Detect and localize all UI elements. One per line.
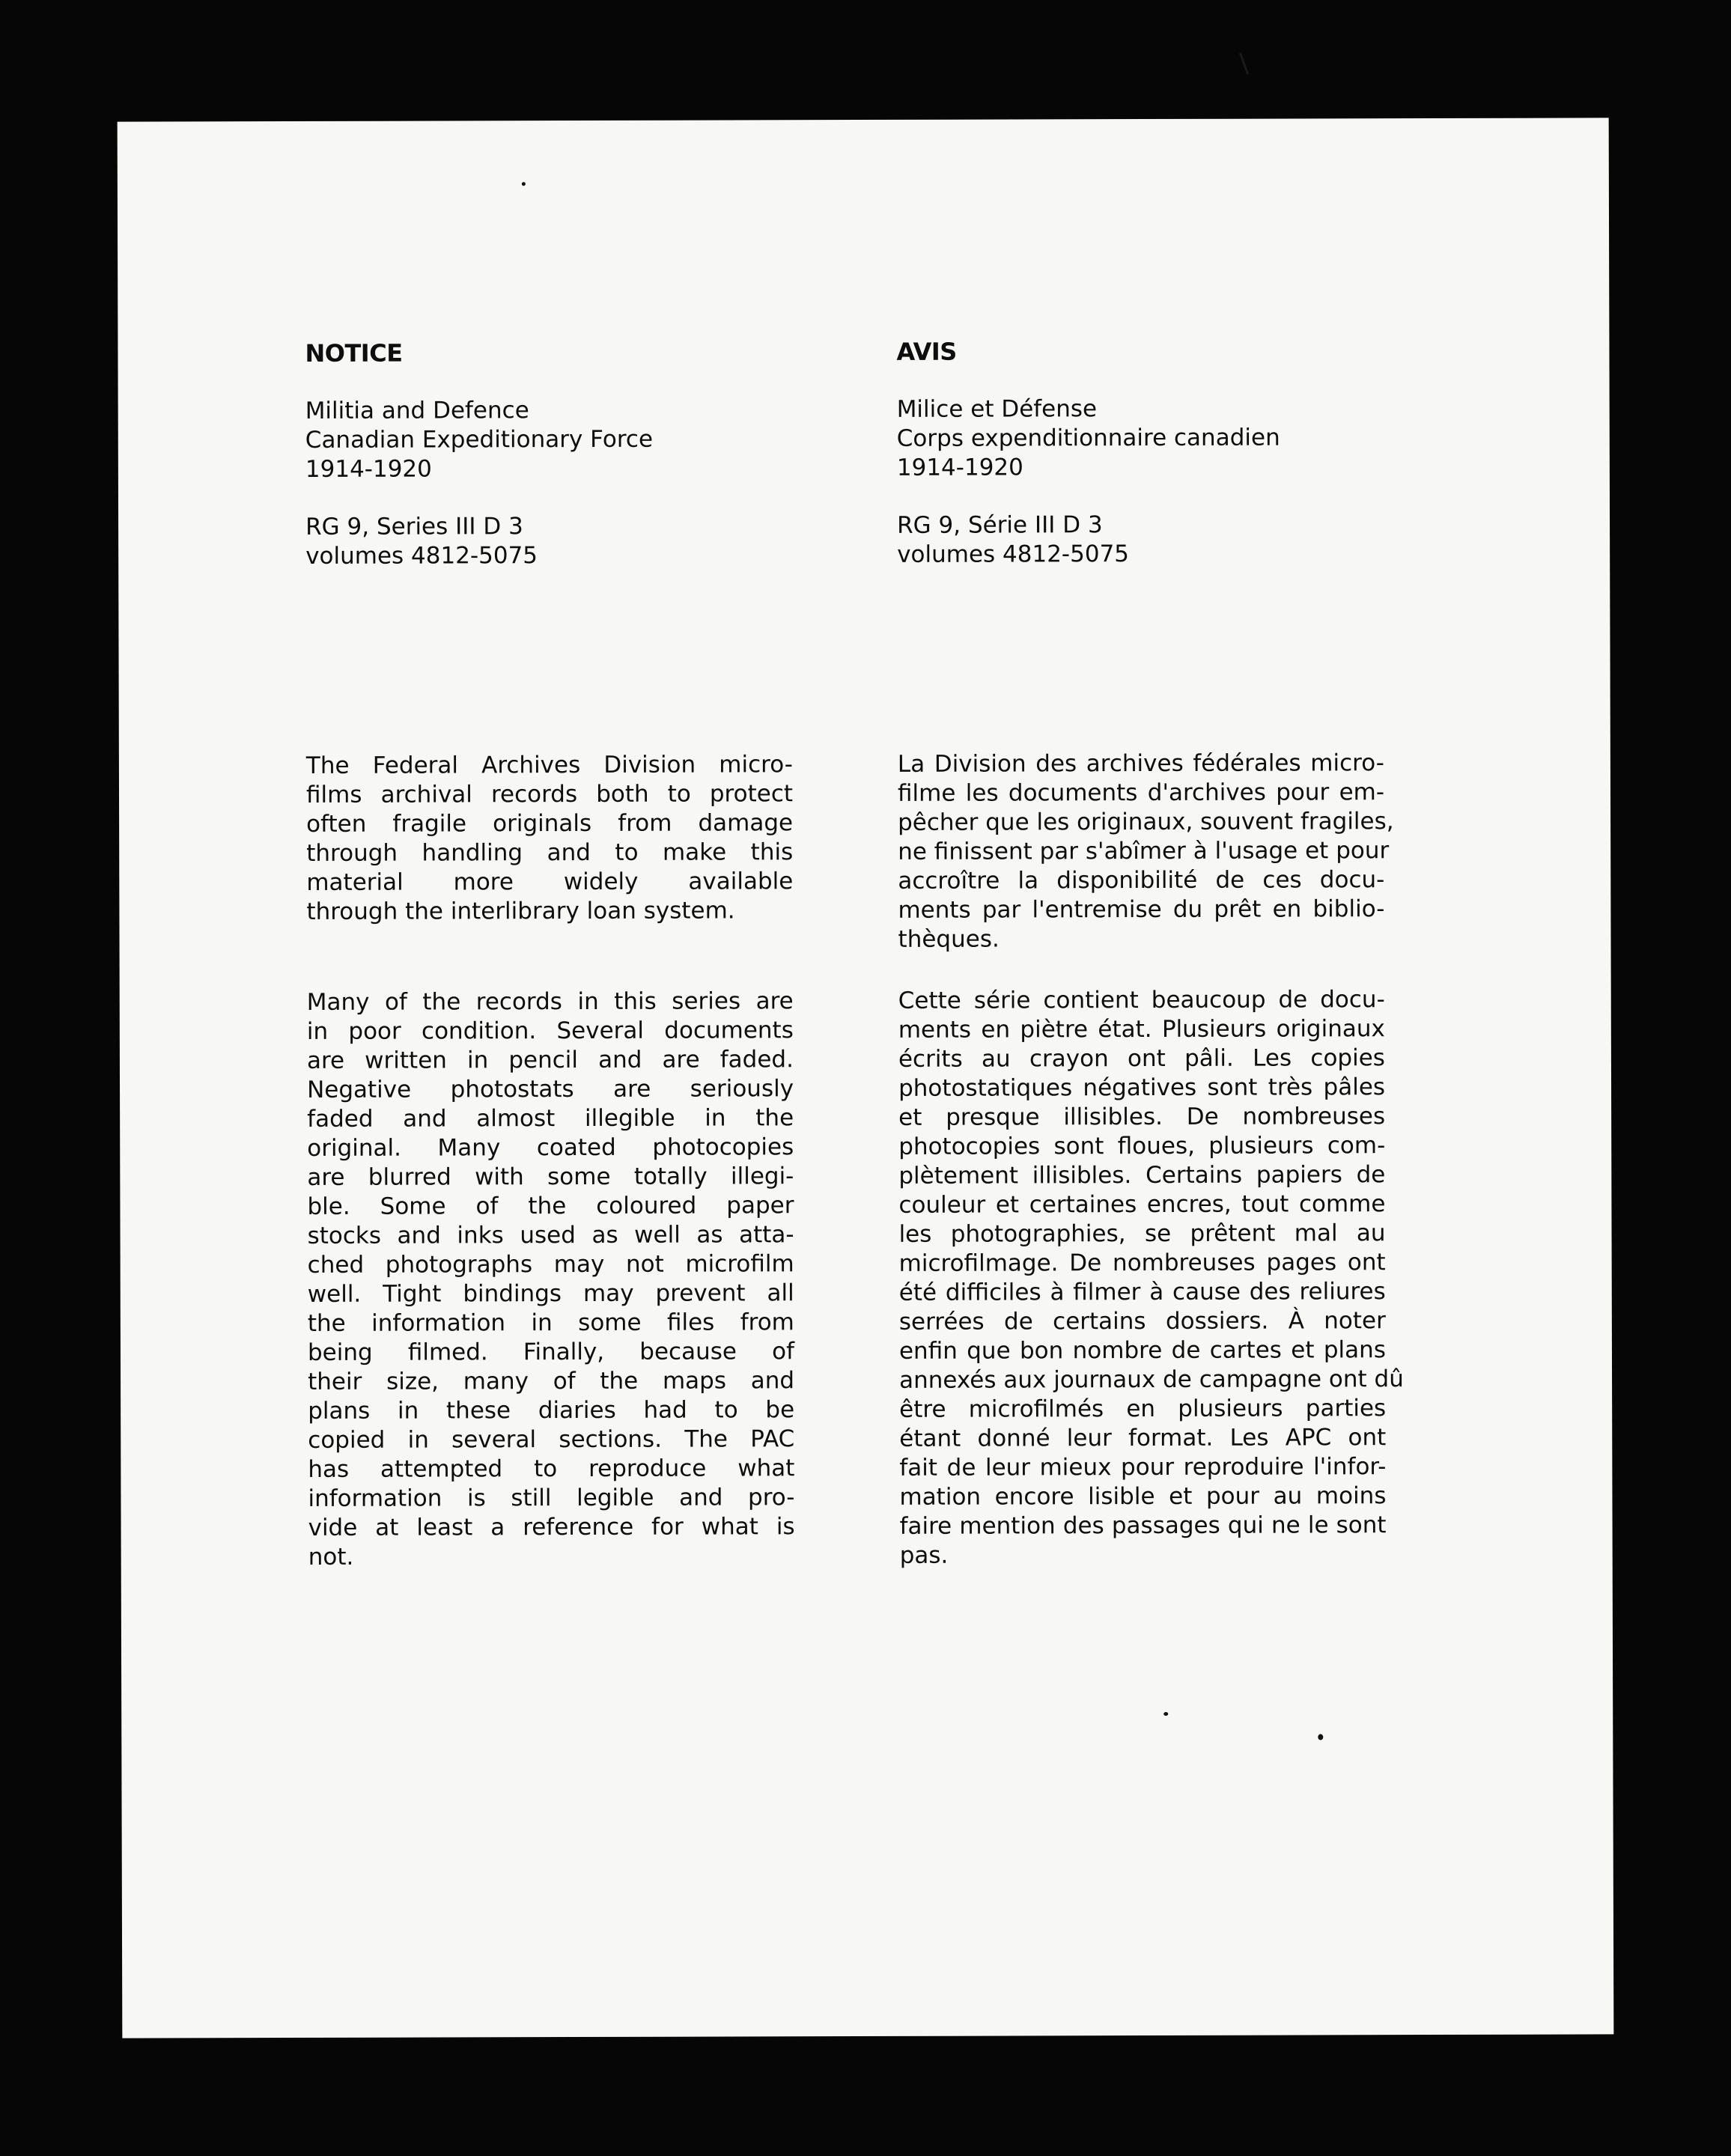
paragraph-line: plètement illisibles. Certains papiers de <box>898 1161 1386 1190</box>
document-page <box>118 118 1614 2038</box>
french-column <box>896 335 1404 1569</box>
paragraph-line: in poor condition. Several documents <box>306 1017 794 1045</box>
microfilm-purpose-paragraph <box>897 749 1394 954</box>
reference-line: RG 9, Series III D 3 <box>305 513 523 540</box>
title-line: Corps expenditionnaire canadien <box>896 424 1280 452</box>
paragraph-line: microfilmage. De nombreuses pages ont <box>898 1249 1386 1277</box>
reference-line: volumes 4812-5075 <box>305 542 538 570</box>
paragraph-line: La Division des archives fédérales micro- <box>897 749 1384 778</box>
paragraph-line: ments en piètre état. Plusieurs originaux <box>898 1015 1385 1044</box>
paragraph-line: Negative photostats are seriously <box>306 1075 794 1103</box>
condition-paragraph <box>307 987 795 1572</box>
paragraph-line: through the interlibrary loan system. <box>306 897 735 925</box>
avis-heading: AVIS <box>896 337 957 366</box>
paragraph-line: serrées de certains dossiers. À noter <box>898 1307 1386 1336</box>
paragraph-line: films archival records both to protect <box>305 780 794 808</box>
paragraph-line: écrits au crayon ont pâli. Les copies <box>898 1044 1385 1073</box>
dust-speck <box>1318 1734 1323 1740</box>
paragraph-line: faire mention des passages qui ne le sont <box>899 1511 1387 1540</box>
microfilm-purpose-paragraph <box>306 750 794 927</box>
paragraph-line: stocks and inks used as well as atta- <box>307 1221 794 1249</box>
paragraph-line: faded and almost illegible in the <box>307 1104 794 1133</box>
paragraph-line: are written in pencil and are faded. <box>306 1046 794 1074</box>
paragraph-line: accroître la disponibilité de ces docu- <box>898 866 1385 895</box>
notice-heading: NOTICE <box>305 338 403 368</box>
reference-line: volumes 4812-5075 <box>897 540 1130 568</box>
title-line: 1914-1920 <box>305 455 432 483</box>
series-title-block <box>897 394 1384 483</box>
paragraph-line: being filmed. Finally, because of <box>307 1338 795 1366</box>
paragraph-line: pas. <box>899 1541 949 1569</box>
paragraph-line: les photographies, se prêtent mal au <box>898 1219 1386 1248</box>
paragraph-line: through handling and to make this <box>306 838 794 867</box>
reference-block <box>897 510 1384 570</box>
paragraph-line: ble. Some of the coloured paper <box>307 1192 794 1220</box>
condition-paragraph <box>898 985 1404 1571</box>
dust-speck <box>522 182 526 186</box>
dust-speck <box>1163 1712 1168 1716</box>
paragraph-line: ne finissent par s'abîmer à l'usage et pour <box>898 837 1390 865</box>
title-line: 1914-1920 <box>896 454 1023 481</box>
paragraph-line: Cette série contient beaucoup de docu- <box>898 986 1385 1014</box>
paragraph-line: material more widely available <box>306 868 794 896</box>
paragraph-line: annexés aux journaux de campagne ont dû <box>899 1365 1404 1394</box>
paragraph-line: ments par l'entremise du prêt en biblio- <box>898 895 1385 924</box>
paragraph-line: has attempted to reproduce what <box>308 1455 795 1483</box>
film-scratch <box>1239 52 1249 74</box>
paragraph-line: original. Many coated photocopies <box>307 1133 794 1162</box>
paragraph-line: filme les documents d'archives pour em- <box>897 779 1385 807</box>
paragraph-line: are blurred with some totally illegi- <box>307 1163 794 1191</box>
paragraph-line: plans in these diaries had to be <box>308 1396 795 1425</box>
paragraph-line: étant donné leur format. Les APC ont <box>899 1424 1387 1452</box>
paragraph-line: the information in some files from <box>307 1309 794 1337</box>
paragraph-line: not. <box>308 1543 354 1571</box>
paragraph-line: thèques. <box>898 925 1000 953</box>
paragraph-line: vide at least a reference for what is <box>308 1513 795 1541</box>
english-column <box>305 337 795 1571</box>
reference-block <box>305 511 792 571</box>
paragraph-line: pêcher que les originaux, souvent fragiles, <box>898 808 1394 836</box>
paragraph-line: photocopies sont floues, plusieurs com- <box>898 1132 1386 1160</box>
paragraph-line: their size, many of the maps and <box>308 1367 795 1395</box>
title-line: Canadian Expeditionary Force <box>305 425 654 454</box>
paragraph-line: copied in several sections. The PAC <box>308 1425 795 1454</box>
reference-line: RG 9, Série III D 3 <box>897 511 1103 539</box>
paragraph-line: fait de leur mieux pour reproduire l'infor- <box>899 1453 1387 1482</box>
paragraph-line: mation encore lisible et pour au moins <box>899 1482 1387 1511</box>
paragraph-line: été difficiles à filmer à cause des reliures <box>898 1278 1386 1306</box>
series-title-block <box>305 395 792 484</box>
paragraph-line: The Federal Archives Division micro- <box>305 751 793 779</box>
title-line: Milice et Défense <box>896 395 1098 423</box>
paragraph-line: être microfilmés en plusieurs parties <box>899 1395 1387 1423</box>
paragraph-line: ched photographs may not microfilm <box>307 1250 794 1279</box>
title-line: Militia and Defence <box>305 397 529 424</box>
paragraph-line: et presque illisibles. De nombreuses <box>898 1103 1386 1131</box>
paragraph-line: often fragile originals from damage <box>306 809 794 838</box>
paragraph-line: enfin que bon nombre de cartes et plans <box>898 1336 1387 1365</box>
paragraph-line: couleur et certaines encres, tout comme <box>898 1190 1386 1219</box>
paragraph-line: well. Tight bindings may prevent all <box>307 1279 794 1308</box>
paragraph-line: information is still legible and pro- <box>308 1484 795 1512</box>
paragraph-line: Many of the records in this series are <box>306 987 794 1016</box>
paragraph-line: photostatiques négatives sont très pâles <box>898 1074 1386 1102</box>
